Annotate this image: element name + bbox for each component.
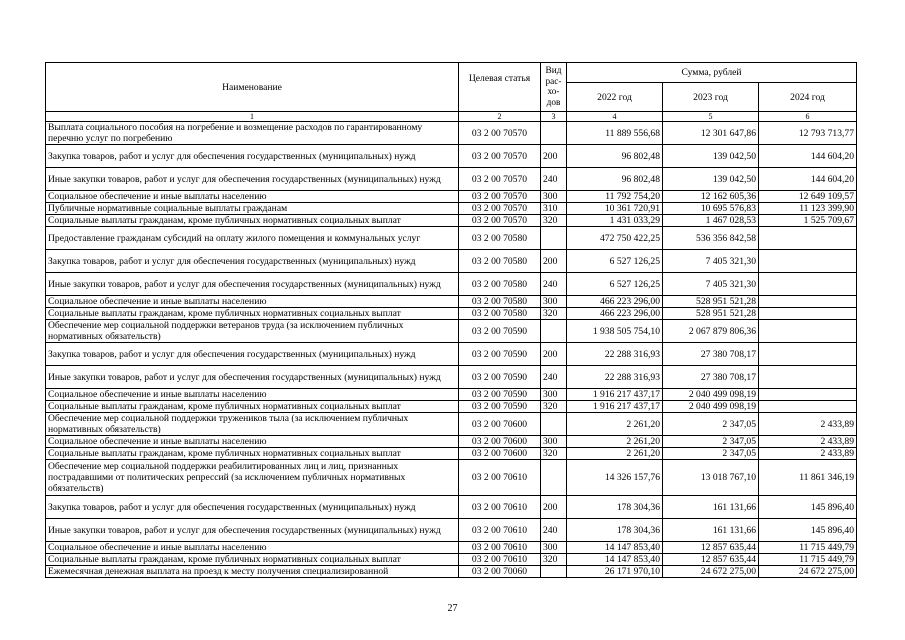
row-sum-2022: 96 802,48	[567, 145, 663, 168]
table-row	[46, 250, 857, 273]
row-vid	[541, 320, 567, 343]
row-sum-2024: 145 896,40	[759, 519, 857, 542]
row-name: Закупка товаров, работ и услуг для обеспечения государственных (муниципальных) нужд	[46, 250, 459, 273]
row-sum-2023: 2 347,05	[663, 436, 759, 448]
table-row	[46, 389, 857, 401]
row-sum-2023: 27 380 708,17	[663, 343, 759, 366]
row-sum-2022: 2 261,20	[567, 448, 663, 460]
row-vid: 320	[541, 401, 567, 413]
table-row	[46, 413, 857, 436]
col-number: 4	[567, 112, 663, 122]
row-sum-2022: 11 792 754,20	[567, 191, 663, 203]
row-sum-2023: 12 162 605,36	[663, 191, 759, 203]
row-sum-2022: 466 223 296,00	[567, 308, 663, 320]
row-name: Закупка товаров, работ и услуг для обеспечения государственных (муниципальных) нужд	[46, 343, 459, 366]
row-sum-2022: 11 889 556,68	[567, 122, 663, 145]
row-name: Социальные выплаты гражданам, кроме публичных нормативных социальных выплат	[46, 308, 459, 320]
row-vid: 320	[541, 308, 567, 320]
row-sum-2022: 10 361 720,91	[567, 203, 663, 215]
row-sum-2023: 12 857 635,44	[663, 554, 759, 566]
row-sum-2023: 2 040 499 098,19	[663, 401, 759, 413]
row-sum-2024: 11 861 346,19	[759, 460, 857, 496]
row-code: 03 2 00 70610	[459, 554, 541, 566]
row-sum-2024	[759, 273, 857, 296]
row-sum-2024: 24 672 275,00	[759, 566, 857, 578]
table-row	[46, 554, 857, 566]
row-code: 03 2 00 70580	[459, 308, 541, 320]
row-sum-2022: 1 916 217 437,17	[567, 389, 663, 401]
row-vid: 300	[541, 389, 567, 401]
row-code: 03 2 00 70610	[459, 496, 541, 519]
row-sum-2023: 2 040 499 098,19	[663, 389, 759, 401]
row-name: Иные закупки товаров, работ и услуг для обеспечения государственных (муниципальных) нужд	[46, 168, 459, 191]
row-sum-2024: 145 896,40	[759, 496, 857, 519]
row-sum-2024: 11 715 449,79	[759, 554, 857, 566]
row-sum-2023: 12 857 635,44	[663, 542, 759, 554]
row-sum-2024: 2 433,89	[759, 448, 857, 460]
row-code: 03 2 00 70570	[459, 145, 541, 168]
row-sum-2023: 2 347,05	[663, 448, 759, 460]
row-sum-2023: 7 405 321,30	[663, 250, 759, 273]
col-number: 3	[541, 112, 567, 122]
row-sum-2022: 6 527 126,25	[567, 273, 663, 296]
row-name: Иные закупки товаров, работ и услуг для обеспечения государственных (муниципальных) нужд	[46, 366, 459, 389]
row-code: 03 2 00 70590	[459, 366, 541, 389]
row-sum-2023: 1 467 028,53	[663, 215, 759, 227]
row-code: 03 2 00 70580	[459, 296, 541, 308]
row-vid: 320	[541, 554, 567, 566]
table-row	[46, 296, 857, 308]
row-name: Обеспечение мер социальной поддержки тружеников тыла (за исключением публичных нормативных обязательств)	[46, 413, 459, 436]
row-name: Социальное обеспечение и иные выплаты населению	[46, 436, 459, 448]
row-vid	[541, 566, 567, 578]
table-row	[46, 215, 857, 227]
row-vid: 200	[541, 145, 567, 168]
row-sum-2024: 1 525 709,67	[759, 215, 857, 227]
row-sum-2022: 472 750 422,25	[567, 227, 663, 250]
table-row	[46, 519, 857, 542]
row-vid: 240	[541, 273, 567, 296]
row-code: 03 2 00 70570	[459, 168, 541, 191]
table-row	[46, 227, 857, 250]
row-name: Иные закупки товаров, работ и услуг для обеспечения государственных (муниципальных) нужд	[46, 273, 459, 296]
row-sum-2022: 96 802,48	[567, 168, 663, 191]
row-sum-2022: 466 223 296,00	[567, 296, 663, 308]
row-sum-2024	[759, 320, 857, 343]
budget-table	[45, 62, 857, 578]
row-sum-2024: 12 649 109,57	[759, 191, 857, 203]
table-row	[46, 448, 857, 460]
row-vid	[541, 122, 567, 145]
row-name: Социальные выплаты гражданам, кроме публичных нормативных социальных выплат	[46, 448, 459, 460]
row-sum-2024: 144 604,20	[759, 168, 857, 191]
row-vid: 310	[541, 203, 567, 215]
row-code: 03 2 00 70570	[459, 191, 541, 203]
table-row	[46, 401, 857, 413]
row-sum-2023: 161 131,66	[663, 519, 759, 542]
row-sum-2022: 178 304,36	[567, 496, 663, 519]
row-sum-2022: 22 288 316,93	[567, 366, 663, 389]
row-code: 03 2 00 70570	[459, 122, 541, 145]
header-year-2023: 2023 год	[663, 83, 759, 112]
row-code: 03 2 00 70600	[459, 436, 541, 448]
row-sum-2023: 13 018 767,10	[663, 460, 759, 496]
col-number: 5	[663, 112, 759, 122]
row-code: 03 2 00 70590	[459, 343, 541, 366]
row-sum-2023: 12 301 647,86	[663, 122, 759, 145]
row-code: 03 2 00 70570	[459, 215, 541, 227]
row-sum-2023: 161 131,66	[663, 496, 759, 519]
col-number: 1	[46, 112, 459, 122]
row-name: Социальное обеспечение и иные выплаты населению	[46, 191, 459, 203]
header-year-2022: 2022 год	[567, 83, 663, 112]
table-row	[46, 308, 857, 320]
row-sum-2023: 536 356 842,58	[663, 227, 759, 250]
row-name: Выплата социального пособия на погребение и возмещение расходов по гарантированному перечню услуг по погребению	[46, 122, 459, 145]
row-name: Ежемесячная денежная выплата на проезд к месту получения специализированной	[46, 566, 459, 578]
row-sum-2024	[759, 227, 857, 250]
row-code: 03 2 00 70590	[459, 389, 541, 401]
row-name: Социальные выплаты гражданам, кроме публичных нормативных социальных выплат	[46, 554, 459, 566]
row-sum-2023: 139 042,50	[663, 145, 759, 168]
row-code: 03 2 00 70610	[459, 519, 541, 542]
row-vid	[541, 227, 567, 250]
row-sum-2022: 1 916 217 437,17	[567, 401, 663, 413]
row-sum-2022: 14 147 853,40	[567, 554, 663, 566]
table-row	[46, 320, 857, 343]
row-sum-2024: 2 433,89	[759, 436, 857, 448]
col-number: 2	[459, 112, 541, 122]
row-name: Обеспечение мер социальной поддержки ветеранов труда (за исключением публичных нормативных обязательств)	[46, 320, 459, 343]
table-row	[46, 366, 857, 389]
row-vid: 200	[541, 496, 567, 519]
row-sum-2024: 11 123 399,90	[759, 203, 857, 215]
row-name: Закупка товаров, работ и услуг для обеспечения государственных (муниципальных) нужд	[46, 496, 459, 519]
row-sum-2023: 2 347,05	[663, 413, 759, 436]
row-sum-2024	[759, 389, 857, 401]
row-vid: 300	[541, 191, 567, 203]
row-code: 03 2 00 70610	[459, 542, 541, 554]
row-sum-2023: 24 672 275,00	[663, 566, 759, 578]
row-code: 03 2 00 70060	[459, 566, 541, 578]
table-row	[46, 542, 857, 554]
row-code: 03 2 00 70600	[459, 448, 541, 460]
row-code: 03 2 00 70590	[459, 320, 541, 343]
row-name: Социальное обеспечение и иные выплаты населению	[46, 389, 459, 401]
row-code: 03 2 00 70580	[459, 250, 541, 273]
row-vid: 300	[541, 296, 567, 308]
row-name: Предоставление гражданам субсидий на оплату жилого помещения и коммунальных услуг	[46, 227, 459, 250]
row-sum-2024: 144 604,20	[759, 145, 857, 168]
row-sum-2022: 22 288 316,93	[567, 343, 663, 366]
row-vid: 320	[541, 448, 567, 460]
row-sum-2022: 2 261,20	[567, 413, 663, 436]
row-sum-2023: 528 951 521,28	[663, 296, 759, 308]
row-code: 03 2 00 70590	[459, 401, 541, 413]
row-name: Обеспечение мер социальной поддержки реабилитированных лиц и лиц, признанных пострадавшими от политических репрессий (за исключением публичных нормативных обязательств)	[46, 460, 459, 496]
row-sum-2022: 14 147 853,40	[567, 542, 663, 554]
row-sum-2023: 27 380 708,17	[663, 366, 759, 389]
row-name: Закупка товаров, работ и услуг для обеспечения государственных (муниципальных) нужд	[46, 145, 459, 168]
row-sum-2023: 10 695 576,83	[663, 203, 759, 215]
row-code: 03 2 00 70570	[459, 203, 541, 215]
row-name: Социальные выплаты гражданам, кроме публичных нормативных социальных выплат	[46, 215, 459, 227]
row-vid	[541, 413, 567, 436]
page-number: 27	[447, 603, 458, 614]
header-year-2024: 2024 год	[759, 83, 857, 112]
row-code: 03 2 00 70610	[459, 460, 541, 496]
row-vid: 240	[541, 519, 567, 542]
table-row	[46, 168, 857, 191]
header-code: Целевая статья	[459, 63, 541, 112]
row-sum-2022: 1 938 505 754,10	[567, 320, 663, 343]
table-row	[46, 343, 857, 366]
row-vid: 240	[541, 168, 567, 191]
row-sum-2024	[759, 366, 857, 389]
row-sum-2022: 178 304,36	[567, 519, 663, 542]
row-vid	[541, 460, 567, 496]
row-vid: 300	[541, 436, 567, 448]
row-name: Социальное обеспечение и иные выплаты населению	[46, 296, 459, 308]
row-sum-2022: 26 171 970,10	[567, 566, 663, 578]
table-row	[46, 203, 857, 215]
row-sum-2023: 7 405 321,30	[663, 273, 759, 296]
table-body	[46, 63, 857, 578]
table-row	[46, 122, 857, 145]
row-vid: 300	[541, 542, 567, 554]
row-code: 03 2 00 70580	[459, 273, 541, 296]
header-sum: Сумма, рублей	[567, 63, 857, 83]
row-code: 03 2 00 70600	[459, 413, 541, 436]
header-name: Наименование	[46, 63, 459, 112]
row-sum-2022: 1 431 033,29	[567, 215, 663, 227]
row-sum-2023: 139 042,50	[663, 168, 759, 191]
row-name: Иные закупки товаров, работ и услуг для обеспечения государственных (муниципальных) нужд	[46, 519, 459, 542]
row-sum-2024: 11 715 449,79	[759, 542, 857, 554]
row-sum-2024	[759, 250, 857, 273]
table-row	[46, 496, 857, 519]
header-vid: Вид рас-хо-дов	[541, 63, 567, 112]
row-sum-2024	[759, 401, 857, 413]
row-sum-2024	[759, 296, 857, 308]
row-sum-2022: 2 261,20	[567, 436, 663, 448]
row-name: Социальные выплаты гражданам, кроме публичных нормативных социальных выплат	[46, 401, 459, 413]
table-row	[46, 436, 857, 448]
column-numbers-row	[46, 112, 857, 122]
row-vid: 200	[541, 343, 567, 366]
col-number: 6	[759, 112, 857, 122]
row-sum-2024: 12 793 713,77	[759, 122, 857, 145]
table-row	[46, 145, 857, 168]
row-sum-2024	[759, 343, 857, 366]
row-sum-2022: 6 527 126,25	[567, 250, 663, 273]
row-sum-2024: 2 433,89	[759, 413, 857, 436]
row-name: Социальное обеспечение и иные выплаты населению	[46, 542, 459, 554]
row-sum-2024	[759, 308, 857, 320]
table-row	[46, 460, 857, 496]
table-row	[46, 191, 857, 203]
row-sum-2022: 14 326 157,76	[567, 460, 663, 496]
row-vid: 240	[541, 366, 567, 389]
table-row	[46, 566, 857, 578]
row-sum-2023: 528 951 521,28	[663, 308, 759, 320]
row-code: 03 2 00 70580	[459, 227, 541, 250]
row-vid: 320	[541, 215, 567, 227]
row-name: Публичные нормативные социальные выплаты гражданам	[46, 203, 459, 215]
row-vid: 200	[541, 250, 567, 273]
table-row	[46, 273, 857, 296]
row-sum-2023: 2 067 879 806,36	[663, 320, 759, 343]
header-row-1	[46, 63, 857, 83]
